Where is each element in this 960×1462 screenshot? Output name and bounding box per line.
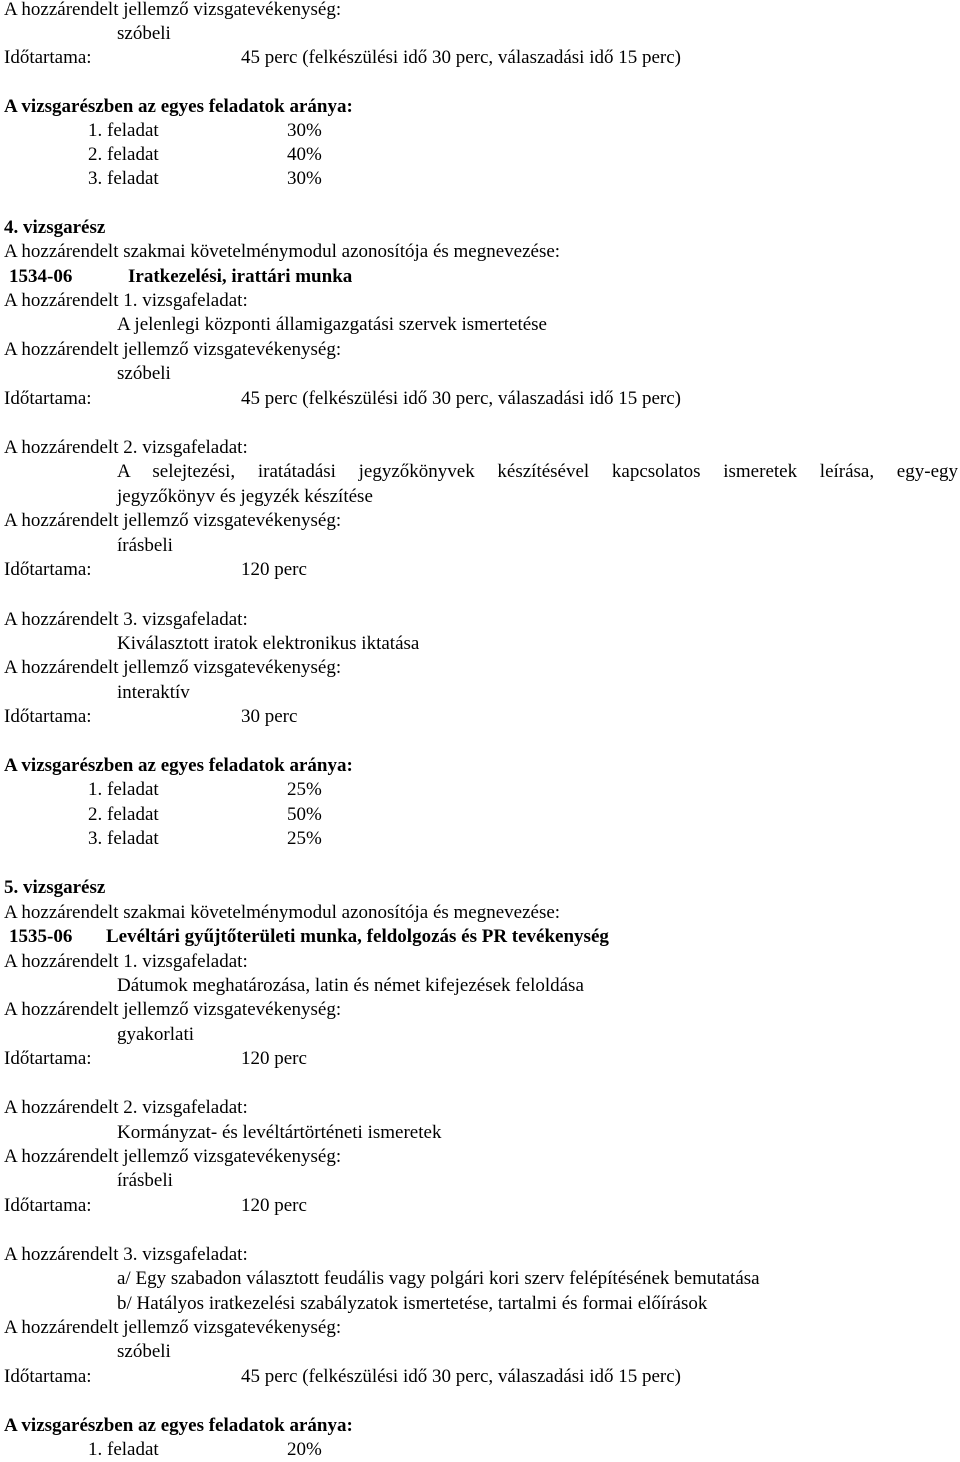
duration-label: Időtartama:: [4, 1195, 92, 1216]
ratio-task: 3. feladat: [88, 168, 159, 189]
activity-value: szóbeli: [117, 363, 171, 384]
ratio-pct: 25%: [287, 828, 322, 849]
activity-label: A hozzárendelt jellemző vizsgatevékenység:: [4, 339, 342, 360]
ratio-heading: A vizsgarészben az egyes feladatok aránya:: [4, 755, 353, 776]
task-description: b/ Hatályos iratkezelési szabályzatok ismertetése, tartalmi és formai előírások: [117, 1293, 708, 1314]
ratio-task: 1. feladat: [88, 1439, 159, 1460]
task-label: A hozzárendelt 1. vizsgafeladat:: [4, 951, 248, 972]
activity-label: A hozzárendelt jellemző vizsgatevékenység:: [4, 1146, 342, 1167]
activity-value: írásbeli: [117, 535, 173, 556]
ratio-heading: A vizsgarészben az egyes feladatok aránya:: [4, 1415, 353, 1436]
module-heading: A hozzárendelt szakmai követelménymodul azonosítója és megnevezése:: [4, 241, 561, 262]
duration-value: 120 perc: [241, 1195, 307, 1216]
duration-value: 45 perc (felkészülési idő 30 perc, válaszadási idő 15 perc): [241, 1366, 681, 1387]
ratio-pct: 20%: [287, 1439, 322, 1460]
duration-value: 45 perc (felkészülési idő 30 perc, válaszadási idő 15 perc): [241, 47, 681, 68]
ratio-pct: 25%: [287, 779, 322, 800]
task-description: Dátumok meghatározása, latin és német kifejezések feloldása: [117, 975, 584, 996]
activity-value: szóbeli: [117, 1341, 171, 1362]
task-label: A hozzárendelt 1. vizsgafeladat:: [4, 290, 248, 311]
duration-label: Időtartama:: [4, 1366, 92, 1387]
module-code: 1535-06: [9, 926, 73, 947]
duration-label: Időtartama:: [4, 47, 92, 68]
module-heading: A hozzárendelt szakmai követelménymodul azonosítója és megnevezése:: [4, 902, 561, 923]
part-title: 5. vizsgarész: [4, 877, 106, 898]
duration-label: Időtartama:: [4, 706, 92, 727]
ratio-task: 2. feladat: [88, 804, 159, 825]
ratio-task: 1. feladat: [88, 120, 159, 141]
part-title: 4. vizsgarész: [4, 217, 106, 238]
task-description: Kiválasztott iratok elektronikus iktatása: [117, 633, 420, 654]
duration-label: Időtartama:: [4, 1048, 92, 1069]
ratio-task: 3. feladat: [88, 828, 159, 849]
activity-value: interaktív: [117, 682, 190, 703]
activity-label: A hozzárendelt jellemző vizsgatevékenység:: [4, 510, 342, 531]
activity-label: A hozzárendelt jellemző vizsgatevékenység:: [4, 0, 342, 20]
activity-label: A hozzárendelt jellemző vizsgatevékenység:: [4, 657, 342, 678]
ratio-task: 2. feladat: [88, 144, 159, 165]
ratio-pct: 30%: [287, 120, 322, 141]
activity-value: szóbeli: [117, 23, 171, 44]
ratio-task: 1. feladat: [88, 779, 159, 800]
task-description: a/ Egy szabadon választott feudális vagy polgári kori szerv felépítésének bemutatása: [117, 1268, 760, 1289]
duration-value: 120 perc: [241, 1048, 307, 1069]
ratio-pct: 30%: [287, 168, 322, 189]
activity-value: gyakorlati: [117, 1024, 195, 1045]
task-description: A jelenlegi központi államigazgatási szervek ismertetése: [117, 314, 547, 335]
task-description: A selejtezési, iratátadási jegyzőkönyvek készítésével kapcsolatos ismeretek leírása, egy-egy: [117, 461, 958, 482]
module-name: Levéltári gyűjtőterületi munka, feldolgozás és PR tevékenység: [106, 926, 609, 947]
task-description: Kormányzat- és levéltártörténeti ismeretek: [117, 1122, 442, 1143]
duration-value: 45 perc (felkészülési idő 30 perc, válaszadási idő 15 perc): [241, 388, 681, 409]
duration-label: Időtartama:: [4, 559, 92, 580]
module-name: Iratkezelési, irattári munka: [128, 266, 353, 287]
ratio-pct: 40%: [287, 144, 322, 165]
activity-label: A hozzárendelt jellemző vizsgatevékenység:: [4, 999, 342, 1020]
ratio-pct: 50%: [287, 804, 322, 825]
activity-value: írásbeli: [117, 1170, 173, 1191]
module-code: 1534-06: [9, 266, 73, 287]
task-label: A hozzárendelt 3. vizsgafeladat:: [4, 609, 248, 630]
duration-value: 30 perc: [241, 706, 298, 727]
duration-value: 120 perc: [241, 559, 307, 580]
activity-label: A hozzárendelt jellemző vizsgatevékenység:: [4, 1317, 342, 1338]
task-label: A hozzárendelt 2. vizsgafeladat:: [4, 1097, 248, 1118]
task-label: A hozzárendelt 3. vizsgafeladat:: [4, 1244, 248, 1265]
ratio-heading: A vizsgarészben az egyes feladatok aránya:: [4, 96, 353, 117]
task-label: A hozzárendelt 2. vizsgafeladat:: [4, 437, 248, 458]
task-description-cont: jegyzőkönyv és jegyzék készítése: [117, 486, 373, 507]
duration-label: Időtartama:: [4, 388, 92, 409]
